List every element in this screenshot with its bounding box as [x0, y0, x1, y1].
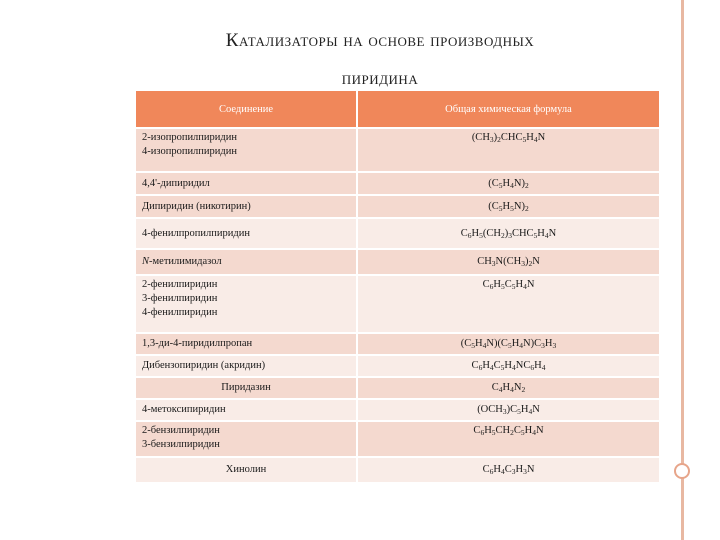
- formula-subscript: 4: [544, 230, 549, 240]
- formula-part: CHC: [511, 227, 534, 239]
- formula-part: H: [515, 464, 524, 475]
- formula-part: H: [515, 279, 524, 290]
- compound-cell: [136, 355, 357, 377]
- formula-subscript: 5: [491, 428, 496, 437]
- formula-part: H: [511, 338, 520, 349]
- formula-subscript: 3: [502, 407, 507, 416]
- formula-part: N(CH: [495, 256, 522, 267]
- compound-name: Хинолин: [225, 464, 267, 475]
- formula-cell: [357, 275, 659, 333]
- formula-subscript: 5: [533, 230, 538, 240]
- compound-cell: [136, 377, 357, 399]
- formula-cell: [357, 399, 659, 421]
- compound-name: Дибензопиридин (акридин): [142, 360, 266, 371]
- formula-subscript: 3: [523, 467, 527, 476]
- formula-subscript: 3: [511, 467, 516, 476]
- formula-cell: [357, 333, 659, 355]
- formula-part: (C: [460, 338, 472, 349]
- formula-part: CH: [477, 256, 492, 267]
- table-row: [136, 457, 659, 483]
- formula-part: ): [524, 256, 529, 267]
- formula-part: NC: [515, 360, 531, 371]
- formula-subscript: 4: [498, 385, 503, 394]
- formula-part: H: [537, 227, 545, 239]
- formula-cell: [357, 218, 659, 249]
- formula-subscript: 4: [500, 467, 505, 476]
- formula-part: C: [504, 279, 512, 290]
- catalysts-table: [136, 91, 659, 484]
- formula-part: H: [502, 382, 511, 393]
- formula-part: H: [534, 360, 542, 371]
- formula-part: ): [493, 132, 498, 143]
- formula-part: H: [504, 360, 513, 371]
- header-formula: Общая химическая формула: [357, 91, 659, 128]
- formula-part: C: [482, 464, 490, 475]
- compound-name: 4-фенилпропилпиридин: [142, 227, 250, 239]
- formula-part: H: [475, 338, 483, 349]
- formula-subscript: 2: [521, 385, 526, 394]
- formula-subscript: 5: [471, 341, 476, 350]
- formula-subscript: 4: [510, 385, 514, 394]
- formula-subscript: 5: [517, 407, 521, 416]
- formula-part: C: [513, 425, 521, 436]
- table-row: [136, 195, 659, 218]
- formula-subscript: 4: [512, 363, 516, 372]
- formula-part: N: [513, 382, 522, 393]
- table-row: [136, 218, 659, 249]
- formula-part: C: [493, 360, 501, 371]
- table-row: [136, 333, 659, 355]
- table-row: [136, 172, 659, 195]
- table-row: [136, 399, 659, 421]
- formula-cell: [357, 355, 659, 377]
- formula-cell: [357, 377, 659, 399]
- formula-subscript: 4: [482, 341, 487, 350]
- table-row: [136, 249, 659, 275]
- formula-subscript: 2: [497, 135, 501, 144]
- formula-part: C: [473, 425, 481, 436]
- compound-name: 4-метоксипиридин: [142, 404, 226, 415]
- compound-cell: [136, 275, 357, 333]
- formula-part: C: [491, 382, 499, 393]
- formula-part: H: [524, 425, 533, 436]
- formula-cell: [357, 172, 659, 195]
- formula-subscript: 6: [480, 428, 485, 437]
- formula-part: N)C: [523, 338, 542, 349]
- table-row: [136, 275, 659, 333]
- formula-part: N)(C: [486, 338, 508, 349]
- formula-part: H: [493, 279, 501, 290]
- formula-subscript: 2: [500, 230, 505, 240]
- formula-cell: [357, 421, 659, 457]
- formula-part: N: [535, 425, 544, 436]
- formula-part: C: [471, 360, 479, 371]
- compound-name: 4-изопропилпиридин: [142, 146, 237, 157]
- formula-subscript: 4: [528, 407, 533, 416]
- formula-part: N: [526, 279, 535, 290]
- formula-subscript: 5: [479, 230, 483, 240]
- table-body: [136, 128, 659, 483]
- formula-subscript: 3: [521, 259, 525, 268]
- formula-subscript: 5: [500, 363, 505, 372]
- compound-cell: [136, 128, 357, 172]
- table-header-row: [136, 91, 659, 128]
- formula-part: N: [537, 132, 546, 143]
- formula-part: (CH: [482, 227, 501, 239]
- formula-subscript: 4: [489, 363, 494, 372]
- formula-subscript: 2: [528, 259, 533, 268]
- formula-part: H: [502, 200, 511, 212]
- compound-cell: [136, 218, 357, 249]
- formula-subscript: 4: [541, 363, 546, 372]
- formula-subscript: 6: [478, 363, 483, 372]
- header-compound: Соединение: [136, 91, 357, 128]
- formula-part: (C: [488, 200, 499, 212]
- compound-name: 2-фенилпиридин: [142, 279, 218, 290]
- slide-border-right: [681, 0, 684, 540]
- compound-cell: [136, 399, 357, 421]
- compound-name: 4-фенилпиридин: [142, 307, 218, 318]
- formula-part: ): [504, 227, 509, 239]
- formula-part: H: [484, 425, 492, 436]
- table-row: [136, 128, 659, 172]
- formula-subscript: 3: [491, 259, 496, 268]
- formula-part: H: [471, 227, 480, 239]
- formula-subscript: 4: [532, 428, 536, 437]
- formula-subscript: 5: [510, 203, 514, 213]
- formula-part: N): [513, 177, 525, 189]
- formula-part: H: [493, 464, 501, 475]
- compound-name: 3-фенилпиридин: [142, 293, 218, 304]
- slide-title-line2: пиридина: [341, 68, 419, 89]
- compound-name: 4,4'-дипиридил: [142, 177, 210, 189]
- formula-part: N: [526, 464, 535, 475]
- compound-name: N-метилимидазол: [142, 256, 222, 267]
- formula-part: C: [460, 227, 468, 239]
- formula-subscript: 5: [498, 180, 503, 190]
- formula-subscript: 3: [489, 135, 494, 144]
- formula-subscript: 3: [541, 341, 545, 350]
- compound-cell: [136, 421, 357, 457]
- compound-cell: [136, 333, 357, 355]
- table-row: [136, 421, 659, 457]
- compound-name: 2-бензилпиридин: [142, 425, 220, 436]
- formula-cell: [357, 249, 659, 275]
- formula-part: H: [544, 338, 553, 349]
- table-row: [136, 377, 659, 399]
- slide-decoration-dot: [674, 463, 690, 479]
- formula-subscript: 6: [467, 230, 472, 240]
- formula-cell: [357, 195, 659, 218]
- formula-cell: [357, 128, 659, 172]
- table-row: [136, 355, 659, 377]
- compound-cell: [136, 249, 357, 275]
- formula-subscript: 2: [524, 203, 529, 213]
- formula-part: CHC: [500, 132, 523, 143]
- formula-subscript: 5: [507, 341, 512, 350]
- formula-part: N: [532, 256, 540, 267]
- formula-subscript: 5: [520, 428, 525, 437]
- slide-title: [100, 22, 660, 98]
- formula-subscript: 3: [552, 341, 557, 350]
- formula-subscript: 6: [530, 363, 535, 372]
- compound-cell: [136, 195, 357, 218]
- formula-part: H: [482, 360, 490, 371]
- formula-part: N: [532, 404, 540, 415]
- formula-subscript: 4: [523, 282, 527, 291]
- formula-subscript: 2: [510, 428, 514, 437]
- formula-subscript: 6: [489, 467, 494, 476]
- formula-part: (CH: [471, 132, 490, 143]
- compound-name: 2-изопропилпиридин: [142, 132, 237, 143]
- formula-subscript: 2: [524, 180, 529, 190]
- slide-title-line1: Катализаторы на основе производных: [225, 30, 535, 51]
- formula-subscript: 3: [508, 230, 512, 240]
- formula-part: H: [502, 177, 511, 189]
- formula-part: CH: [495, 425, 511, 436]
- compound-name: 1,3-ди-4-пиридилпропан: [142, 338, 253, 349]
- compound-name: 3-бензилпиридин: [142, 439, 220, 450]
- formula-part: C: [504, 464, 512, 475]
- formula-subscript: 6: [489, 282, 494, 291]
- formula-part: N: [548, 227, 557, 239]
- compound-name: Дипиридин (никотирин): [142, 200, 251, 212]
- formula-cell: [357, 457, 659, 483]
- formula-part: N): [513, 200, 525, 212]
- formula-subscript: 5: [500, 282, 505, 291]
- compound-cell: [136, 172, 357, 195]
- formula-part: H: [520, 404, 529, 415]
- formula-part: (C: [488, 177, 499, 189]
- formula-subscript: 5: [498, 203, 503, 213]
- formula-subscript: 4: [510, 180, 514, 190]
- compound-cell: [136, 457, 357, 483]
- formula-subscript: 5: [522, 135, 527, 144]
- formula-part: C: [482, 279, 490, 290]
- formula-part: (OCH: [477, 404, 503, 415]
- formula-subscript: 4: [533, 135, 538, 144]
- compound-name: Пиридазин: [221, 382, 271, 393]
- formula-part: )C: [506, 404, 518, 415]
- formula-subscript: 4: [519, 341, 524, 350]
- formula-subscript: 5: [511, 282, 516, 291]
- formula-part: H: [526, 132, 534, 143]
